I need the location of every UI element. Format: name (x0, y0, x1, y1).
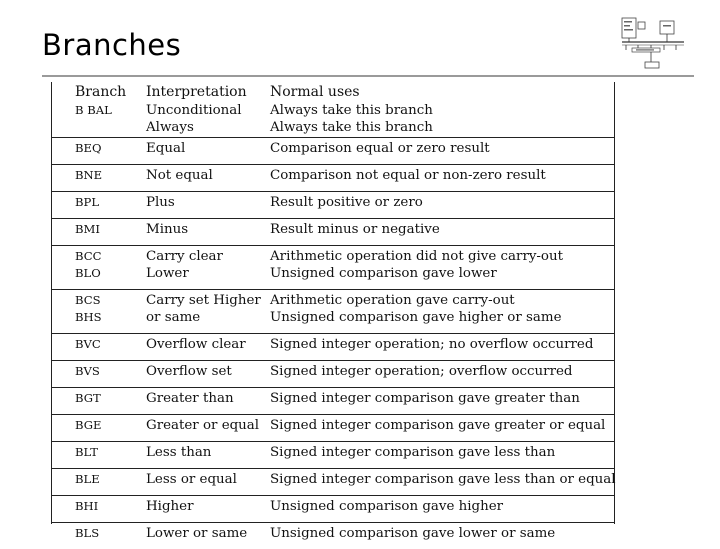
branch-code: BCC (75, 248, 102, 263)
branch-code: BNE (75, 167, 103, 182)
interpretation-cell (123, 333, 247, 360)
branch-cell (52, 522, 123, 549)
interpretation-text: Plus (146, 194, 175, 210)
interpretation-cell (123, 360, 247, 387)
branch-cell (52, 164, 123, 191)
interpretation-text: Lower or same (146, 525, 248, 541)
table-row (52, 333, 614, 360)
uses-cell (247, 102, 614, 138)
branch-code: BLS (75, 525, 100, 540)
branch-cell (52, 360, 123, 387)
interpretation-text: Higher (146, 498, 194, 514)
branch-code: BCS (75, 292, 101, 307)
interpretation-cell (123, 191, 247, 218)
uses-cell (247, 495, 614, 522)
interpretation-cell (123, 102, 247, 138)
interpretation-text: Carry clear (146, 248, 223, 264)
uses-cell (247, 245, 614, 289)
uses-cell (247, 387, 614, 414)
table-row (52, 289, 614, 333)
branch-code: BHS (75, 310, 102, 324)
uses-text: Arithmetic operation did not give carry-out (270, 248, 563, 264)
branch-cell (52, 387, 123, 414)
interpretation-cell (123, 164, 247, 191)
branch-code: BVS (75, 363, 100, 378)
uses-cell (247, 468, 614, 495)
uses-text: Always take this branch (270, 102, 433, 118)
column-header-interpretation: Interpretation (146, 84, 247, 100)
uses-text: Arithmetic operation gave carry-out (270, 292, 515, 308)
branch-code: BLT (75, 444, 99, 459)
branch-cell (52, 414, 123, 441)
uses-cell (247, 414, 614, 441)
branch-cell (52, 333, 123, 360)
branch-code: BHI (75, 498, 99, 513)
uses-text: Unsigned comparison gave lower (270, 266, 497, 281)
interpretation-text: Lower (146, 266, 189, 281)
uses-text: Comparison equal or zero result (270, 140, 490, 156)
interpretation-cell (123, 441, 247, 468)
table-row (52, 414, 614, 441)
interpretation-cell (123, 387, 247, 414)
branch-cell (52, 218, 123, 245)
uses-text: Unsigned comparison gave higher or same (270, 310, 562, 325)
uses-text: Result minus or negative (270, 221, 440, 237)
uses-cell (247, 164, 614, 191)
branch-code: B BAL (75, 102, 112, 117)
uses-text: Signed integer comparison gave greater or equal (270, 417, 606, 433)
branch-code: BEQ (75, 140, 102, 155)
table-row (52, 218, 614, 245)
table-row (52, 387, 614, 414)
interpretation-text: Less than (146, 444, 212, 460)
table-row (52, 102, 614, 138)
branch-cell (52, 137, 123, 164)
branch-code: BVC (75, 336, 101, 351)
uses-text: Always take this branch (270, 120, 433, 135)
interpretation-text: Not equal (146, 167, 213, 183)
branch-table (51, 82, 616, 541)
uses-text: Signed integer operation; overflow occurred (270, 363, 573, 379)
branch-code: BPL (75, 194, 100, 209)
branch-cell (52, 468, 123, 495)
uses-text: Unsigned comparison gave higher (270, 498, 504, 514)
branch-code: BMI (75, 221, 100, 236)
uses-text: Signed integer comparison gave less than (270, 444, 556, 460)
uses-cell (247, 137, 614, 164)
table-row (52, 441, 614, 468)
branch-cell (52, 102, 123, 138)
interpretation-cell (123, 495, 247, 522)
table-row (52, 137, 614, 164)
interpretation-text: Less or equal (146, 471, 237, 487)
interpretation-text: Overflow set (146, 363, 232, 379)
uses-text: Signed integer comparison gave less than or equal (270, 471, 616, 487)
interpretation-cell (123, 468, 247, 495)
uses-text: Comparison not equal or non-zero result (270, 167, 546, 183)
interpretation-cell (123, 218, 247, 245)
uses-cell (247, 333, 614, 360)
interpretation-text: Carry set Higher (146, 292, 261, 308)
branch-cell (52, 495, 123, 522)
branch-code: BLO (75, 266, 101, 280)
branch-cell (52, 289, 123, 333)
table-row (52, 164, 614, 191)
interpretation-cell (123, 289, 261, 333)
interpretation-text: Greater or equal (146, 417, 260, 433)
table-row (52, 495, 614, 522)
uses-text: Unsigned comparison gave lower or same (270, 525, 556, 541)
uses-cell (247, 289, 614, 333)
table-row (52, 191, 614, 218)
uses-text: Signed integer operation; no overflow occurred (270, 336, 594, 352)
interpretation-text: Greater than (146, 390, 234, 406)
branch-code: BGE (75, 417, 102, 432)
interpretation-text: Overflow clear (146, 336, 246, 352)
page-title: Branches (42, 28, 182, 62)
table-row (52, 360, 614, 387)
interpretation-cell (123, 522, 247, 549)
title-divider (42, 75, 694, 77)
uses-text: Signed integer comparison gave greater than (270, 390, 580, 406)
table-header-row (52, 82, 614, 102)
uses-cell (247, 441, 614, 468)
table-row (52, 522, 614, 549)
column-header-branch: Branch (75, 84, 127, 100)
interpretation-text: Equal (146, 140, 186, 156)
uses-cell (247, 522, 614, 549)
uses-cell (247, 218, 614, 245)
branch-conditions-table (52, 82, 614, 549)
branch-code: BGT (75, 390, 101, 405)
interpretation-text: or same (146, 310, 201, 325)
branch-cell (52, 441, 123, 468)
system-diagram-logo (618, 14, 690, 72)
column-header-normal-uses: Normal uses (270, 84, 360, 100)
uses-text: Result positive or zero (270, 194, 423, 210)
branch-cell (52, 191, 123, 218)
interpretation-cell (123, 414, 260, 441)
uses-cell (247, 191, 614, 218)
interpretation-text: Unconditional (146, 102, 242, 118)
interpretation-text: Minus (146, 221, 189, 237)
uses-cell (247, 360, 614, 387)
table-row (52, 468, 614, 495)
branch-cell (52, 245, 123, 289)
table-row (52, 245, 614, 289)
interpretation-text: Always (146, 120, 194, 135)
branch-code: BLE (75, 471, 100, 486)
interpretation-cell (123, 137, 247, 164)
interpretation-cell (123, 245, 247, 289)
